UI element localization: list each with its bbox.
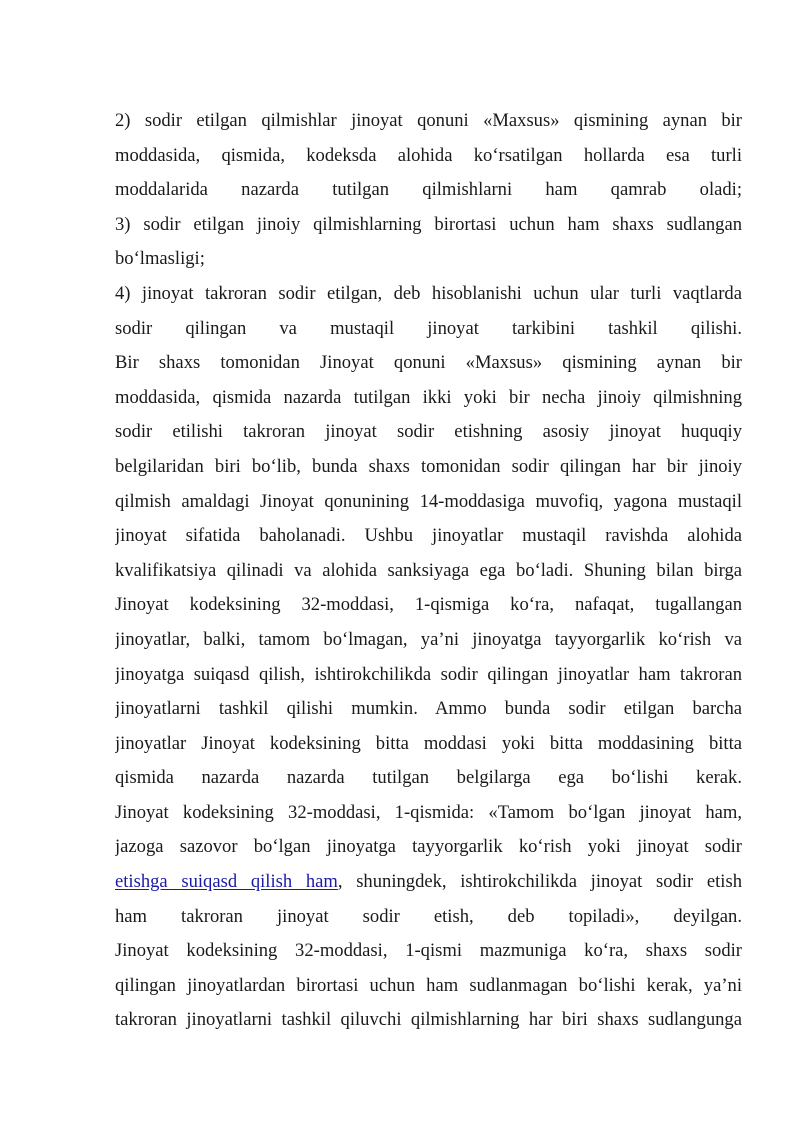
text-line: jazoga sazovor bo‘lgan jinoyatga tayyorgarlik ko‘rish yoki jinoyat sodir	[115, 836, 742, 858]
text-line: ham takroran jinoyat sodir etish, deb topiladi», deyilgan.	[115, 905, 742, 927]
text-line: Jinoyat kodeksining 32-moddasi, 1-qismi mazmuniga ko‘ra, shaxs sodir	[115, 940, 742, 962]
text-line: Jinoyat kodeksining 32-moddasi, 1-qismida: «Tamom bo‘lgan jinoyat ham,	[115, 801, 742, 823]
text-line: jinoyat sifatida baholanadi. Ushbu jinoyatlar mustaqil ravishda alohida	[115, 525, 742, 547]
text-line: sodir qilingan va mustaqil jinoyat tarkibini tashkil qilishi.	[115, 317, 742, 339]
text-line: 3) sodir etilgan jinoiy qilmishlarning birortasi uchun ham shaxs sudlangan	[115, 213, 742, 235]
text-line: moddalarida nazarda tutilgan qilmishlarni ham qamrab oladi;	[115, 179, 742, 201]
text-line: takroran jinoyatlarni tashkil qiluvchi qilmishlarning har biri shaxs sudlangunga	[115, 1009, 742, 1031]
text-line: Bir shaxs tomonidan Jinoyat qonuni «Maxsus» qismining aynan bir	[115, 352, 742, 374]
text-line: 4) jinoyat takroran sodir etilgan, deb hisoblanishi uchun ular turli vaqtlarda	[115, 282, 742, 304]
text-line: qismida nazarda nazarda tutilgan belgilarga ega bo‘lishi kerak.	[115, 767, 742, 789]
inline-link[interactable]: etishga suiqasd qilish ham	[115, 871, 338, 893]
text-line: moddasida, qismida, kodeksda alohida ko‘rsatilgan hollarda esa turli	[115, 144, 742, 166]
text-line: 2) sodir etilgan qilmishlar jinoyat qonuni «Maxsus» qismining aynan bir	[115, 110, 742, 131]
paragraph-block-top	[115, 104, 742, 865]
text-line: jinoyatlarni tashkil qilishi mumkin. Ammo bunda sodir etilgan barcha	[115, 698, 742, 720]
text-line: Jinoyat kodeksining 32-moddasi, 1-qismiga ko‘ra, nafaqat, tugallangan	[115, 594, 742, 616]
text-line: qilmish amaldagi Jinoyat qonunining 14-moddasiga muvofiq, yagona mustaqil	[115, 490, 742, 512]
text-line: bo‘lmasligi;	[115, 248, 205, 270]
text-line: belgilaridan biri bo‘lib, bunda shaxs tomonidan sodir qilingan har bir jinoiy	[115, 455, 742, 477]
text-line: sodir etilishi takroran jinoyat sodir etishning asosiy jinoyat huquqiy	[115, 421, 742, 443]
text-line: kvalifikatsiya qilinadi va alohida sanksiyaga ega bo‘ladi. Shuning bilan birga	[115, 559, 742, 581]
text-line: jinoyatlar, balki, tamom bo‘lmagan, ya’ni jinoyatga tayyorgarlik ko‘rish va	[115, 628, 742, 650]
text-line: jinoyatga suiqasd qilish, ishtirokchilikda sodir qilingan jinoyatlar ham takroran	[115, 663, 742, 685]
text-line-with-link	[115, 865, 742, 900]
document-body	[115, 104, 742, 1038]
text-line: qilingan jinoyatlardan birortasi uchun ham sudlanmagan bo‘lishi kerak, ya’ni	[115, 974, 742, 996]
text-line-continuation: , shuningdek, ishtirokchilikda jinoyat sodir etish	[337, 871, 742, 893]
text-line: jinoyatlar Jinoyat kodeksining bitta moddasi yoki bitta moddasining bitta	[115, 732, 742, 754]
paragraph-block-bottom	[115, 900, 742, 1038]
text-line: moddasida, qismida nazarda tutilgan ikki yoki bir necha jinoiy qilmishning	[115, 386, 742, 408]
